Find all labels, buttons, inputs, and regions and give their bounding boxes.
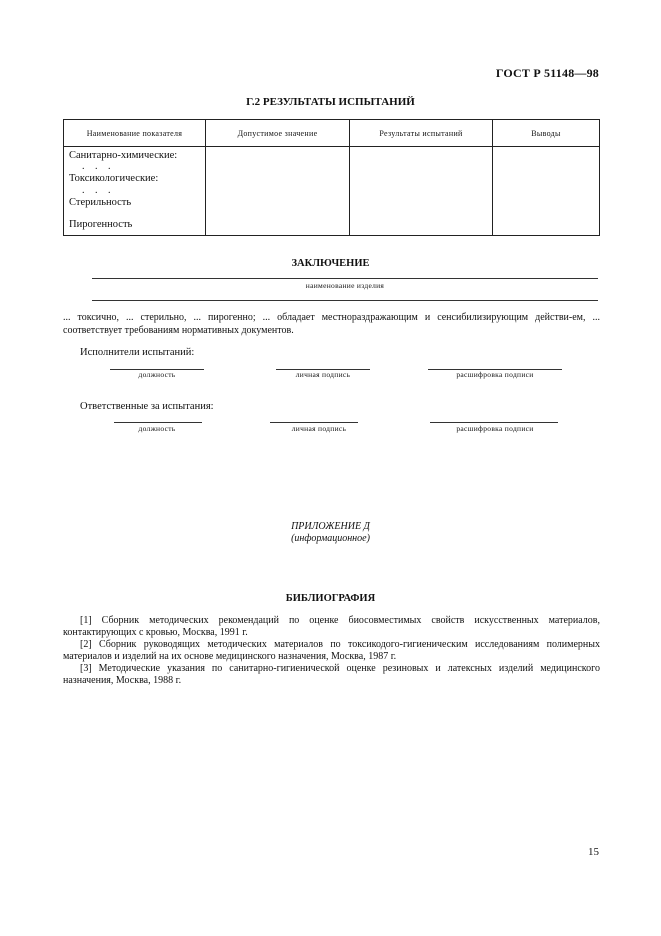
row-labels: [64, 147, 205, 235]
bibliography-item: [1] Сборник методических рекомендаций по оценке биосовместимых свойств искусственных материалов, контактирующих с кровью, Москва, 1991 г.: [63, 615, 600, 638]
column-header: Выводы: [493, 120, 600, 147]
decoding-caption: расшифровка подписи: [456, 424, 534, 433]
row-label: Токсикологические:: [69, 173, 159, 184]
table-cell: [350, 147, 493, 236]
signature-caption: личная подпись: [291, 424, 347, 433]
performers-label: Исполнители испытаний:: [80, 347, 195, 358]
position-caption: должность: [138, 370, 176, 379]
signature-line: [430, 422, 558, 423]
page-number: 15: [588, 846, 599, 858]
section-title: Г.2 РЕЗУЛЬТАТЫ ИСПЫТАНИЙ: [246, 96, 415, 108]
row-label-ellipsis: . . .: [82, 161, 115, 172]
column-header: Результаты испытаний: [350, 120, 493, 147]
table-cell: [206, 147, 350, 236]
decoding-caption: расшифровка подписи: [456, 370, 534, 379]
signature-line: [270, 422, 358, 423]
row-label: Стерильность: [69, 197, 132, 208]
results-table: [63, 119, 600, 236]
table-row: [64, 147, 600, 236]
responsible-label: Ответственные за испытания:: [80, 401, 214, 412]
table-cell: [64, 147, 206, 236]
product-name-line-2: [92, 300, 598, 301]
signature-caption: личная подпись: [295, 370, 351, 379]
product-name-line: [92, 278, 598, 279]
column-header: Допустимое значение: [206, 120, 350, 147]
appendix-subtitle: (информационное): [291, 533, 370, 544]
table-header-row: [64, 120, 600, 147]
bibliography-item: [2] Сборник руководящих методических материалов по токсикодого-гигиеническим исследованиям полимерных материалов и изделий на их основе медицинского назначения, Москва, 1987 г.: [63, 639, 600, 662]
signature-line: [114, 422, 202, 423]
appendix-title: ПРИЛОЖЕНИЕ Д: [291, 521, 370, 532]
product-name-caption: наименование изделия: [305, 281, 385, 290]
row-label: Пирогенность: [69, 219, 133, 230]
conclusion-title: ЗАКЛЮЧЕНИЕ: [291, 258, 370, 269]
conclusion-text: ... токсично, ... стерильно, ... пирогенно; ... обладает местнораздражающим и сенсибилизирующим действи-ем, ... соответствует требованиям нормативных документов.: [63, 312, 600, 336]
row-label: Санитарно-химические:: [69, 150, 178, 161]
column-header: Наименование показателя: [64, 120, 206, 147]
position-caption: должность: [138, 424, 176, 433]
table-cell: [493, 147, 600, 236]
bibliography-title: БИБЛИОГРАФИЯ: [285, 593, 376, 604]
standard-number: ГОСТ Р 51148—98: [495, 66, 599, 80]
row-label-ellipsis: . . .: [82, 185, 115, 196]
bibliography-item: [3] Методические указания по санитарно-гигиенической оценке резиновых и латексных изделий медицинского назначения, Москва, 1988 г.: [63, 663, 600, 686]
